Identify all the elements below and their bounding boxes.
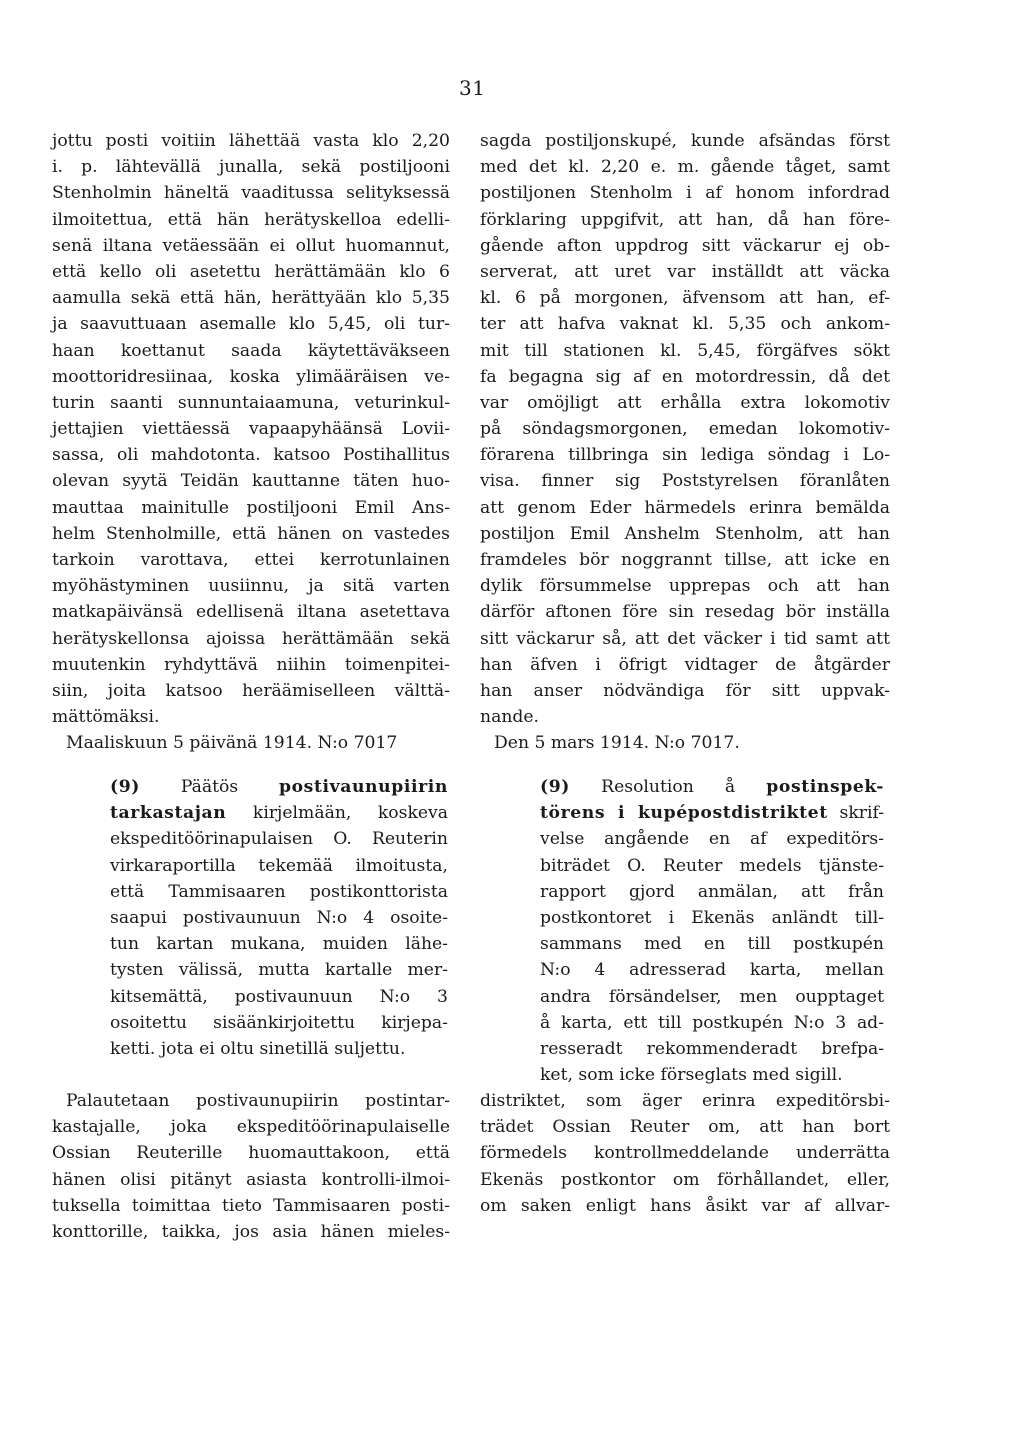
text-line: saapui postivaunuun N:o 4 osoite-: [110, 907, 448, 928]
text-line: N:o 4 adresserad karta, mellan: [540, 960, 884, 981]
text-line: hänen olisi pitänyt asiasta kontrolli-ilmoi-: [52, 1169, 450, 1190]
text-line: Palautetaan postivaunupiirin postintar-: [66, 1091, 450, 1111]
text-line: på söndagsmorgonen, emedan lokomotiv-: [480, 419, 890, 440]
text-line: ket, som icke förseglats med sigill.: [540, 1065, 843, 1086]
text-line: matkapäivänsä edellisenä iltana asetettava: [52, 602, 450, 623]
resolution-number: (9): [540, 777, 571, 797]
resolution-line-rest: skrif-: [839, 803, 885, 824]
swedish-closing-text: [480, 1088, 890, 1219]
date-line: Maaliskuun 5 päivänä 1914. N:o 7017: [66, 733, 398, 754]
swedish-resolution-9: [540, 774, 884, 1088]
text-line: jettajien viettäessä vapaapyhäänsä Lovii-: [52, 419, 450, 440]
text-line: andra försändelser, men oupptaget: [540, 986, 884, 1007]
text-line: rapport gjord anmälan, att från: [540, 881, 884, 902]
text-line: kastajalle, joka ekspeditöörinapulaiselle: [52, 1117, 450, 1138]
text-line: mättömäksi.: [52, 707, 160, 728]
text-line: förarena tillbringa sin lediga söndag i Lo-: [480, 445, 890, 466]
text-line: om saken enligt hans åsikt var af allvar-: [480, 1195, 890, 1216]
resolution-bold-title: postinspek-: [766, 777, 884, 797]
text-line: serverat, att uret var inställdt att väcka: [480, 261, 890, 282]
text-line: mauttaa mainitulle postiljooni Emil Ans-: [52, 497, 450, 518]
resolution-bold-title-2: tarkastajan: [110, 803, 227, 824]
text-line: ja saavuttuaan asemalle klo 5,45, oli tur-: [52, 314, 450, 335]
text-line: muutenkin ryhdyttävä niihin toimenpitei-: [52, 654, 450, 675]
resolution-heading-line: [540, 774, 884, 800]
text-line: turin saanti sunnuntaiaamuna, veturinkul-: [52, 392, 450, 413]
finnish-closing-text: [52, 1088, 450, 1245]
text-line: osoitettu sisäänkirjoitettu kirjepa-: [110, 1012, 448, 1033]
date-line: Den 5 mars 1914. N:o 7017.: [494, 733, 740, 754]
text-line: postkontoret i Ekenäs anländt till-: [540, 907, 884, 928]
text-line: förmedels kontrollmeddelande underrätta: [480, 1143, 890, 1164]
resolution-bold-title-2: törens i kupépostdistriktet: [540, 803, 828, 824]
text-line: trädet Ossian Reuter om, att han bort: [480, 1117, 890, 1138]
text-line: että Tammisaaren postikonttorista: [110, 881, 448, 902]
text-line: sammans med en till postkupén: [540, 934, 884, 955]
text-line: helm Stenholmille, että hänen on vastedes: [52, 523, 450, 544]
text-line: tun kartan mukana, muiden lähe-: [110, 934, 448, 955]
resolution-word: Resolution å: [601, 777, 736, 797]
text-line: framdeles bör noggrannt tillse, att icke en: [480, 550, 890, 570]
text-line: tuksella toimittaa tieto Tammisaaren posti-: [52, 1195, 450, 1216]
text-line: distriktet, som äger erinra expeditörsbi-: [480, 1091, 890, 1111]
resolution-bold-title: postivaunupiirin: [279, 777, 448, 797]
text-line: Stenholmin häneltä vaaditussa selityksessä: [52, 183, 450, 204]
text-line: herätyskellonsa ajoissa herättämään sekä: [52, 628, 450, 649]
text-line: han anser nödvändiga för sitt uppvak-: [480, 680, 890, 701]
text-line: mit till stationen kl. 5,45, förgäfves sökt: [480, 340, 890, 361]
text-line: Ekenäs postkontor om förhållandet, eller,: [480, 1169, 890, 1190]
text-line: kl. 6 på morgonen, äfvensom att han, ef-: [480, 288, 890, 309]
text-line: gående afton uppdrog sitt väckarur ej ob-: [480, 235, 890, 256]
text-line: postiljon Emil Anshelm Stenholm, att han: [480, 523, 890, 544]
text-line: därför aftonen före sin resedag bör inställa: [480, 602, 890, 623]
resolution-heading-line-2: [540, 800, 884, 826]
text-line: senä iltana vetäessään ei ollut huomannut,: [52, 235, 450, 256]
text-line: dylik försummelse upprepas och att han: [480, 576, 890, 597]
resolution-line-rest: kirjelmään, koskeva: [252, 803, 448, 824]
text-line: resseradt rekommenderadt brefpa-: [540, 1038, 884, 1059]
text-line: siin, joita katsoo heräämiselleen välttä-: [52, 680, 450, 701]
text-line: jottu posti voitiin lähettää vasta klo 2,20: [52, 131, 450, 151]
text-line: että kello oli asetettu herättämään klo 6: [52, 261, 450, 282]
resolution-word: Päätös: [180, 777, 239, 797]
text-line: å karta, ett till postkupén N:o 3 ad-: [540, 1012, 884, 1033]
text-line: postiljonen Stenholm i af honom infordrad: [480, 183, 890, 204]
text-line: aamulla sekä että hän, herättyään klo 5,35: [52, 288, 450, 309]
text-line: fa begagna sig af en motordressin, då det: [480, 366, 890, 387]
page-number: 31: [459, 76, 486, 100]
text-line: sagda postiljonskupé, kunde afsändas först: [480, 131, 890, 151]
text-line: tysten välissä, mutta kartalle mer-: [110, 960, 448, 981]
resolution-heading-line: [110, 774, 448, 800]
text-line: virkaraportilla tekemää ilmoitusta,: [110, 855, 448, 876]
text-line: ketti. jota ei oltu sinetillä suljettu.: [110, 1038, 406, 1059]
resolution-heading-line-2: [110, 800, 448, 826]
text-line: med det kl. 2,20 e. m. gående tåget, samt: [480, 157, 890, 178]
text-line: ekspeditöörinapulaisen O. Reuterin: [110, 829, 448, 850]
swedish-decision-text: [480, 128, 890, 757]
resolution-number: (9): [110, 777, 141, 797]
text-line: ter att hafva vaknat kl. 5,35 och ankom-: [480, 314, 890, 335]
text-line: myöhästyminen uusiinnu, ja sitä varten: [52, 576, 450, 597]
text-line: förklaring uppgifvit, att han, då han före-: [480, 209, 890, 230]
text-line: i. p. lähtevällä junalla, sekä postiljooni: [52, 157, 450, 178]
text-line: nande.: [480, 707, 540, 728]
text-line: velse angående en af expeditörs-: [540, 829, 884, 850]
text-line: haan koettanut saada käytettäväkseen: [52, 340, 450, 361]
text-line: var omöjligt att erhålla extra lokomotiv: [480, 392, 890, 413]
text-line: sitt väckarur så, att det väcker i tid samt att: [480, 628, 890, 649]
finnish-resolution-9: [110, 774, 448, 1062]
text-line: han äfven i öfrigt vidtager de åtgärder: [480, 654, 890, 675]
text-line: biträdet O. Reuter medels tjänste-: [540, 855, 884, 876]
finnish-decision-text: [52, 128, 450, 757]
text-line: visa. finner sig Poststyrelsen föranlåten: [480, 471, 890, 492]
text-line: att genom Eder härmedels erinra bemälda: [480, 497, 890, 518]
text-line: Ossian Reuterille huomauttakoon, että: [52, 1143, 450, 1164]
text-line: sassa, oli mahdotonta. katsoo Postihallitus: [52, 445, 450, 466]
text-line: olevan syytä Teidän kauttanne täten huo-: [52, 471, 450, 492]
text-line: tarkoin varottava, ettei kerrotunlainen: [52, 550, 450, 570]
text-line: ilmoitettua, että hän herätyskelloa edelli-: [52, 209, 450, 230]
text-line: konttorille, taikka, jos asia hänen mieles-: [52, 1221, 450, 1242]
text-line: kitsemättä, postivaunuun N:o 3: [110, 986, 448, 1007]
text-line: moottoridresiinaa, koska ylimääräisen ve-: [52, 366, 450, 387]
